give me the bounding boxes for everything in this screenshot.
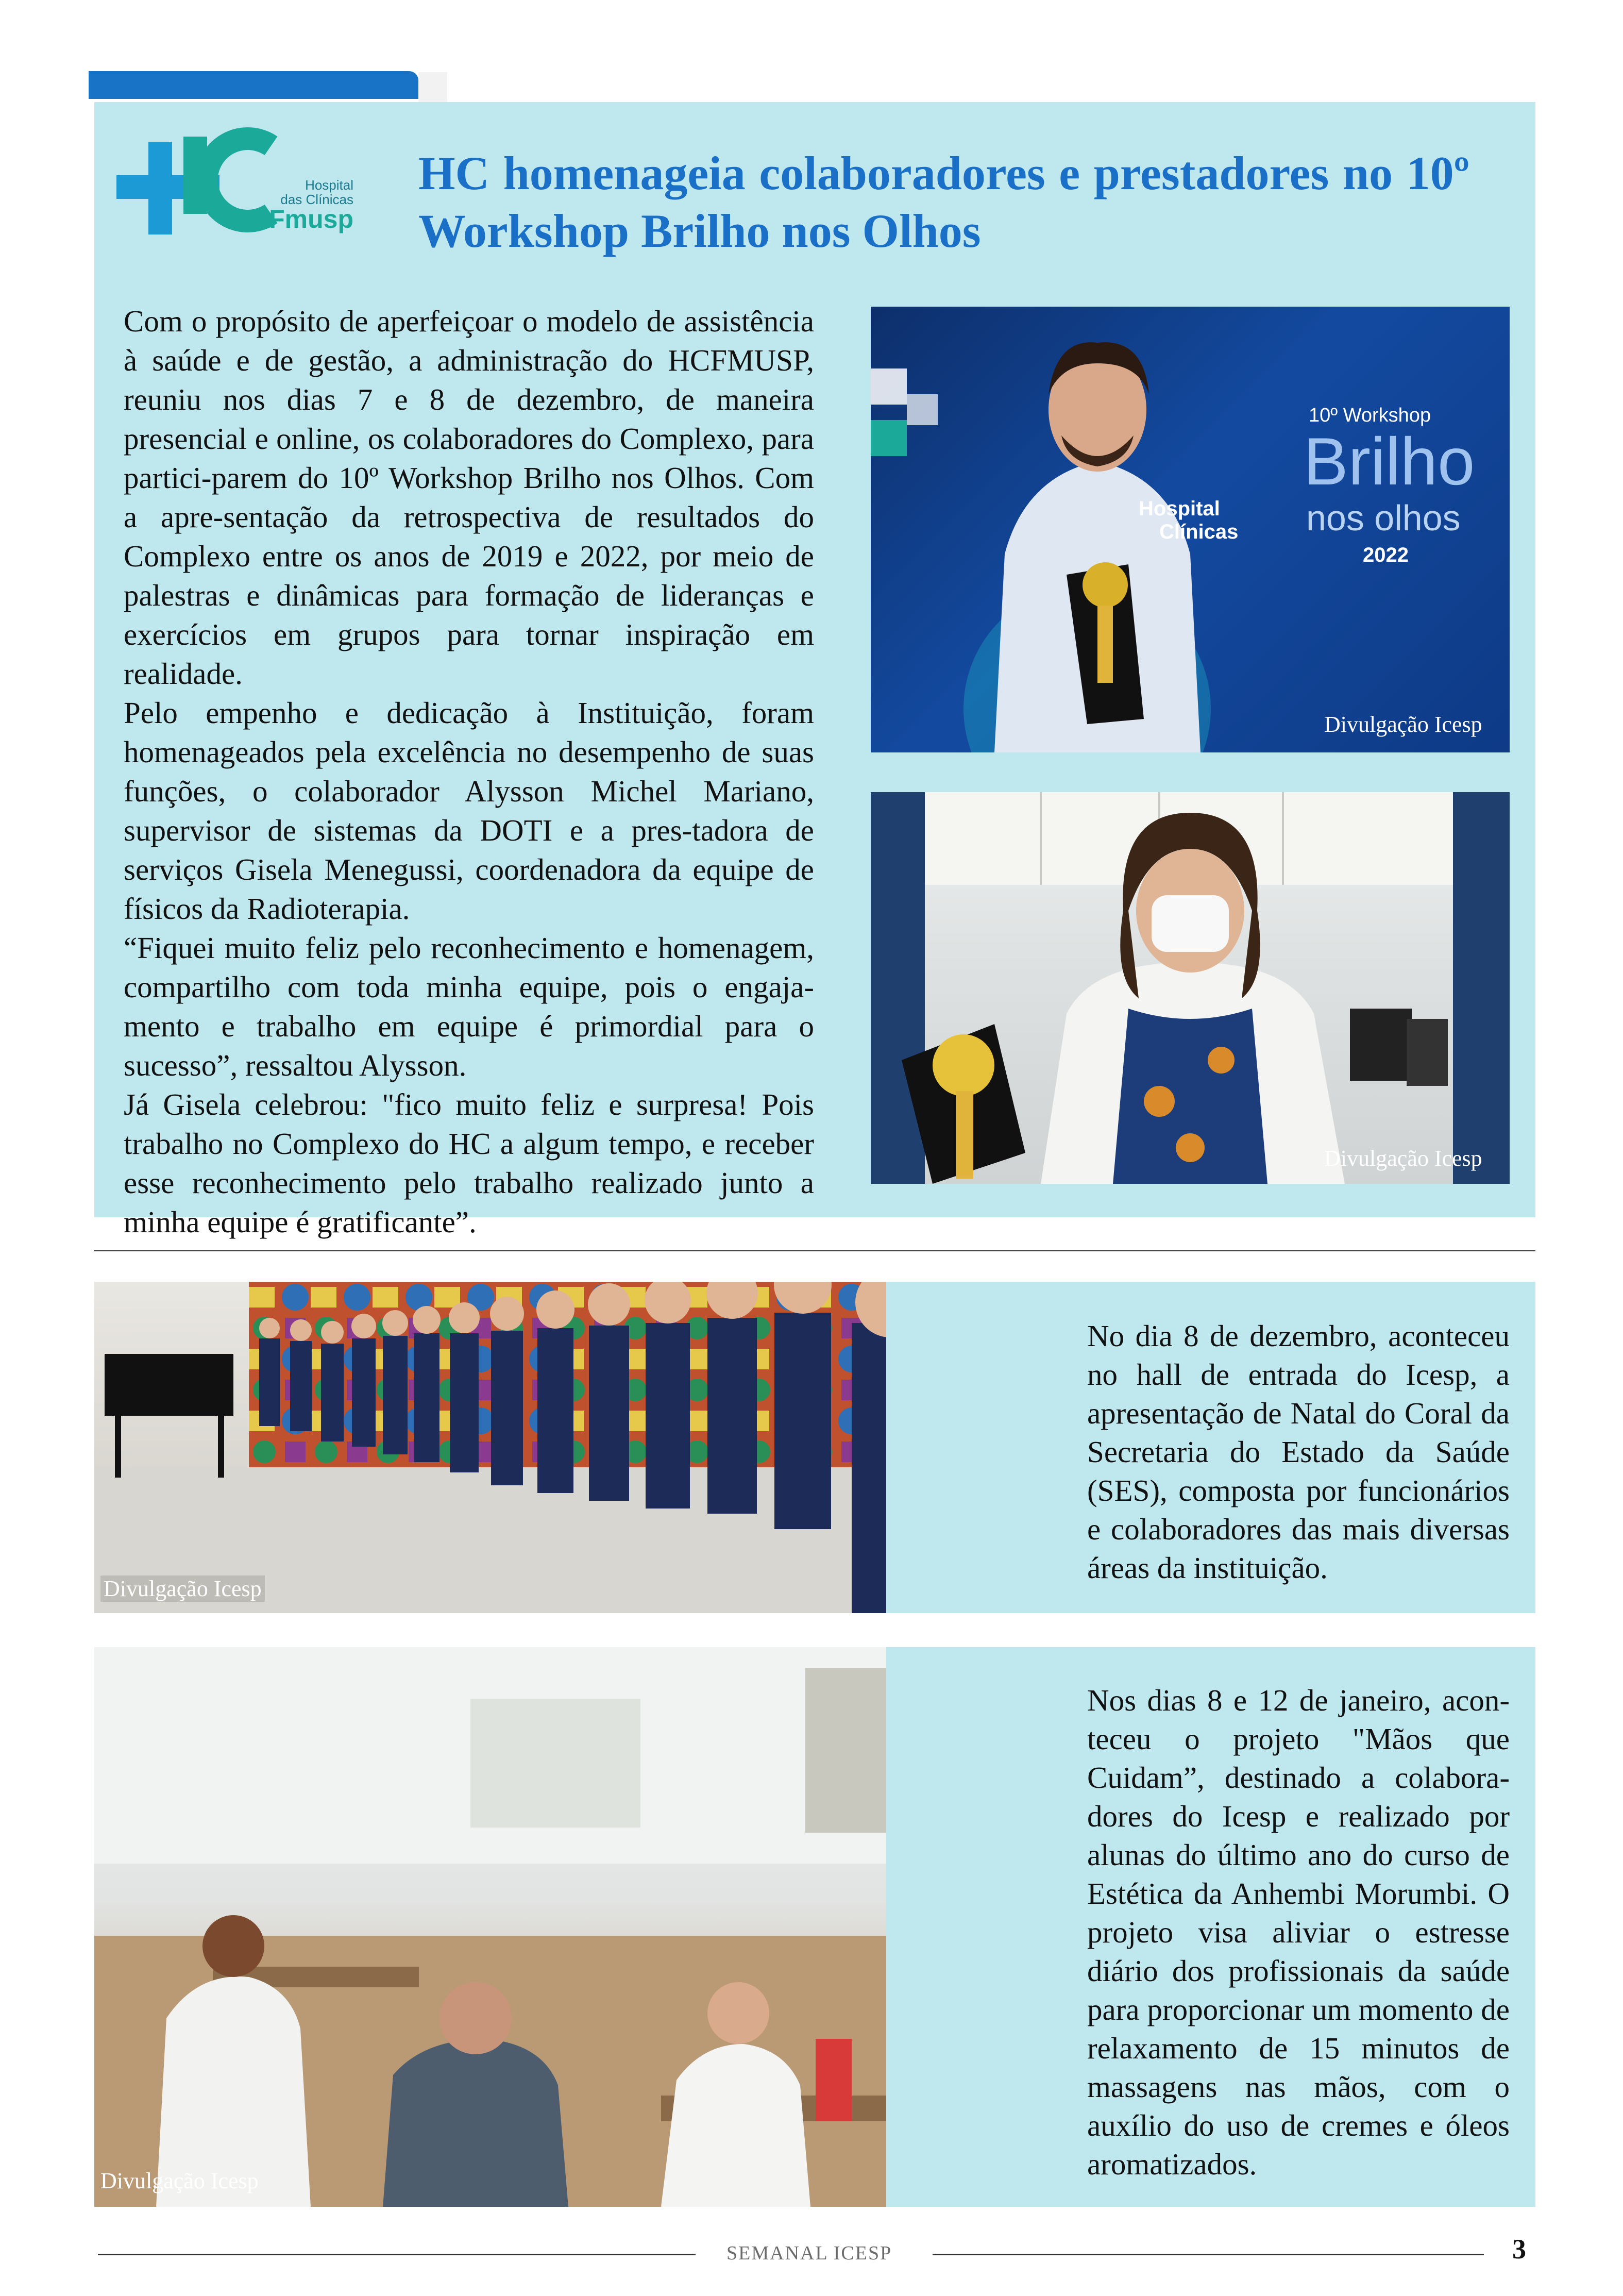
article-title: HC homenageia colaboradores e prestadores no 10º Workshop Brilho nos Olhos xyxy=(418,147,1469,257)
choir-text: No dia 8 de dezembro, aconteceu no hall de entrada do Icesp, a apresentação de Natal do Coral da Secretaria do Estado da Saúde (SES), composta por funcionários e colaboradores das mais diversas áreas da instituição. xyxy=(1087,1319,1510,1585)
backdrop-clinicas: Clínicas xyxy=(1159,521,1239,543)
photo-workshop-award-woman xyxy=(871,792,1510,1184)
footer-label: SEMANAL ICESP xyxy=(726,2242,892,2264)
photo-credit: Divulgação Icesp xyxy=(1324,712,1482,737)
backdrop-nos-olhos: nos olhos xyxy=(1306,498,1461,538)
footer-line-left xyxy=(98,2254,696,2255)
article-paragraph-1: Com o propósito de aperfeiçoar o modelo de assistência à saúde e de gestão, a administração do HCFMUSP, reuniu nos dias 7 e 8 de dezembro, de maneira presencial e online, os colaboradores do Complexo, para partici-parem do 10º Workshop Brilho nos Olhos. Com a apre-sentação da retrospectiva de resultados do Complexo entre os anos de 2019 e 2022, por meio de palestras e dinâmicas para formação de lideranças e exercícios em grupos para tornar inspiração em realidade. xyxy=(124,304,814,691)
article-paragraph-2: Pelo empenho e dedicação à Instituição, foram homenageados pela excelência no desempenho de suas funções, o colaborador Alysson Michel Mariano, supervisor de sistemas da DOTI e a pres-tadora de serviços Gisela Menegussi, coordenadora da equipe de físicos da Radioterapia. xyxy=(124,696,814,926)
header-tab-shadow xyxy=(418,72,447,102)
page-number: 3 xyxy=(1512,2234,1526,2265)
logo-line2: das Clínicas xyxy=(280,192,353,207)
section-divider xyxy=(94,1250,1535,1251)
article-body xyxy=(124,301,814,1242)
backdrop-year: 2022 xyxy=(1363,544,1409,566)
photo-credit: Divulgação Icesp xyxy=(100,2168,259,2193)
photo-credit: Divulgação Icesp xyxy=(1324,1146,1482,1171)
backdrop-hospital: Hospital xyxy=(1139,497,1220,520)
article-paragraph-4: Já Gisela celebrou: "fico muito feliz e surpresa! Pois trabalho no Complexo do HC a algum tempo, e receber esse reconhecimento pelo trabalho realizado junto a minha equipe é gratificante”. xyxy=(124,1087,814,1239)
header-tab xyxy=(89,71,418,99)
backdrop-workshop: 10º Workshop xyxy=(1309,405,1431,426)
hand-massage-text: Nos dias 8 e 12 de janeiro, acon-teceu o projeto "Mãos que Cuidam”, destinado a colabora-dores do Icesp e realizado por alunas do último ano do curso de Estética da Anhembi Morumbi. O projeto visa aliviar o estresse diário dos profissionais da saúde para proporcionar um momento de relaxamento de 15 minutos de massagens nas mãos, com o auxílio do uso de cremes e óleos aromatizados. xyxy=(1087,1683,1510,2181)
backdrop-brilho: Brilho xyxy=(1304,424,1475,499)
photo-workshop-award-man xyxy=(871,307,1510,752)
logo-line1: Hospital xyxy=(305,177,353,193)
photo-credit: Divulgação Icesp xyxy=(100,1576,265,1602)
logo-line3: Fmusp xyxy=(269,205,353,233)
footer-line-right xyxy=(933,2254,1484,2255)
hcfmusp-logo xyxy=(116,126,353,245)
article-paragraph-3: “Fiquei muito feliz pelo reconhecimento e homenagem, compartilho com toda minha equipe, pois o engaja-mento e trabalho em equipe é primordial para o sucesso”, ressaltou Alysson. xyxy=(124,931,814,1082)
